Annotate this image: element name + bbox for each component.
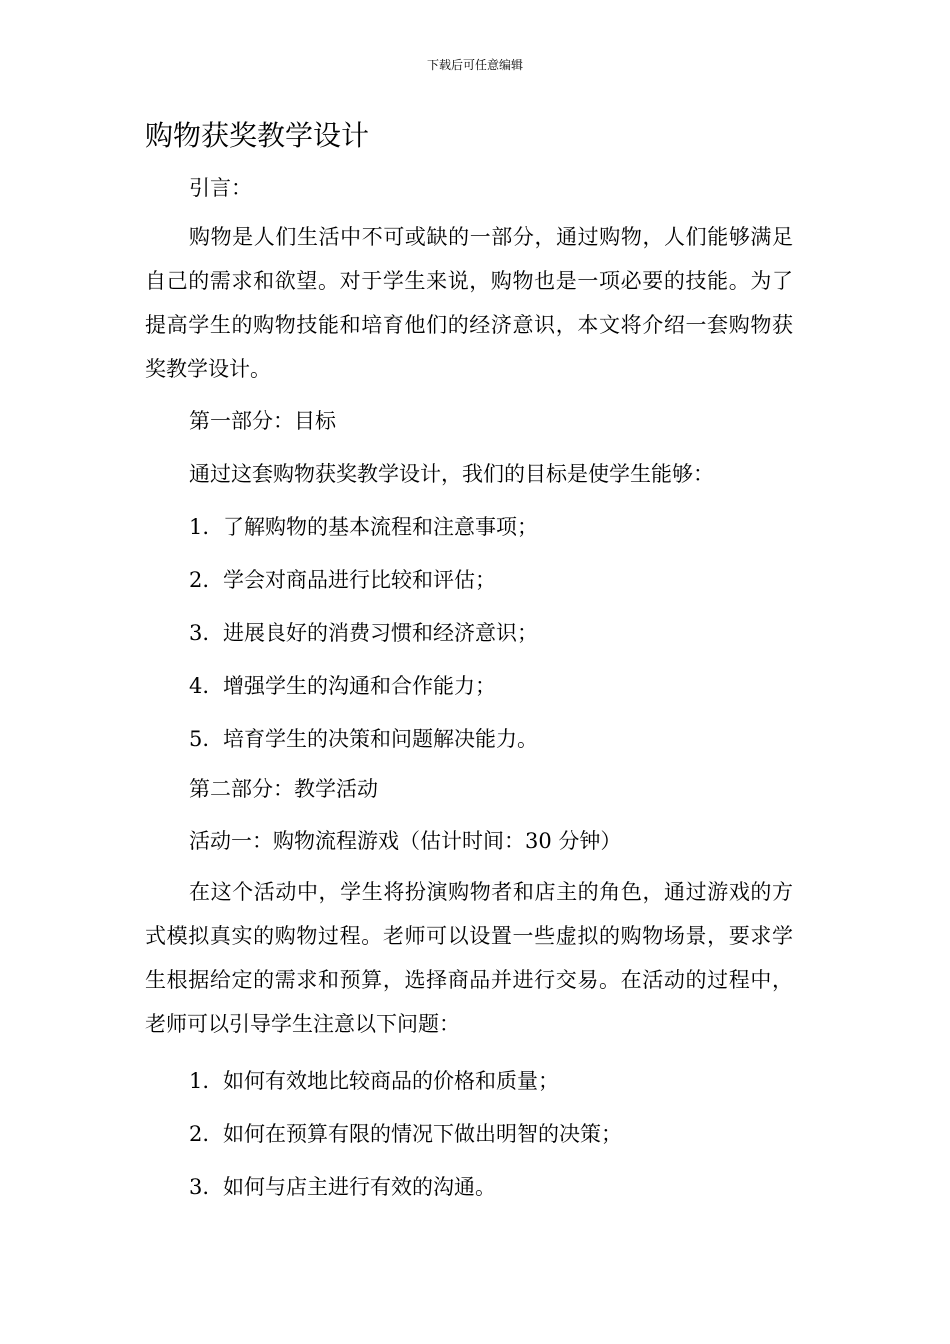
- list-item-number: 1.: [189, 1069, 210, 1093]
- list-item-number: 3.: [189, 621, 210, 645]
- activity1-paragraph: 在这个活动中，学生将扮演购物者和店主的角色，通过游戏的方式模拟真实的购物过程。老师可以设置一些虚拟的购物场景，要求学生根据给定的需求和预算，选择商品并进行交易。在活动的过程中，老师可以引导学生注意以下问题：: [145, 880, 793, 1036]
- list-item-text: 如何与店主进行有效的沟通。: [223, 1175, 496, 1199]
- page-header: 下载后可任意编辑: [426, 58, 523, 72]
- intro-paragraph: 购物是人们生活中不可或缺的一部分，通过购物，人们能够满足自己的需求和欲望。对于学生来说，购物也是一项必要的技能。为了提高学生的购物技能和培育他们的经济意识，本文将介绍一套购物获奖教学设计。: [145, 225, 793, 381]
- list-item-text: 增强学生的沟通和合作能力；: [223, 674, 496, 698]
- list-item: [189, 1165, 793, 1209]
- document-title: 购物获奖教学设计: [145, 119, 370, 152]
- section1-lead: 通过这套购物获奖教学设计，我们的目标是使学生能够：: [189, 462, 714, 486]
- list-item-text: 进展良好的消费习惯和经济意识；: [223, 621, 538, 645]
- section2-heading: 第二部分：教学活动: [189, 777, 378, 801]
- list-item-number: 5.: [189, 727, 210, 751]
- list-item: [189, 1112, 793, 1156]
- list-item-number: 1.: [189, 515, 210, 539]
- list-item-number: 3.: [189, 1175, 210, 1199]
- list-item: [189, 1059, 793, 1103]
- list-item-number: 2.: [189, 1122, 210, 1146]
- list-item: [189, 505, 793, 549]
- list-item-text: 如何在预算有限的情况下做出明智的决策；: [223, 1122, 622, 1146]
- list-item-number: 2.: [189, 568, 210, 592]
- section1-heading: 第一部分：目标: [189, 409, 336, 433]
- list-item-text: 培育学生的决策和问题解决能力。: [223, 727, 538, 751]
- list-item-text: 学会对商品进行比较和评估；: [223, 568, 496, 592]
- activity1-title: 活动一：购物流程游戏（估计时间：30 分钟）: [189, 829, 622, 853]
- list-item: [189, 664, 793, 708]
- list-item-text: 如何有效地比较商品的价格和质量；: [223, 1069, 559, 1093]
- list-item: [189, 558, 793, 602]
- list-item-number: 4.: [189, 674, 210, 698]
- list-item-text: 了解购物的基本流程和注意事项；: [223, 515, 538, 539]
- intro-label: 引言：: [189, 176, 252, 200]
- list-item: [189, 717, 793, 761]
- list-item: [189, 611, 793, 655]
